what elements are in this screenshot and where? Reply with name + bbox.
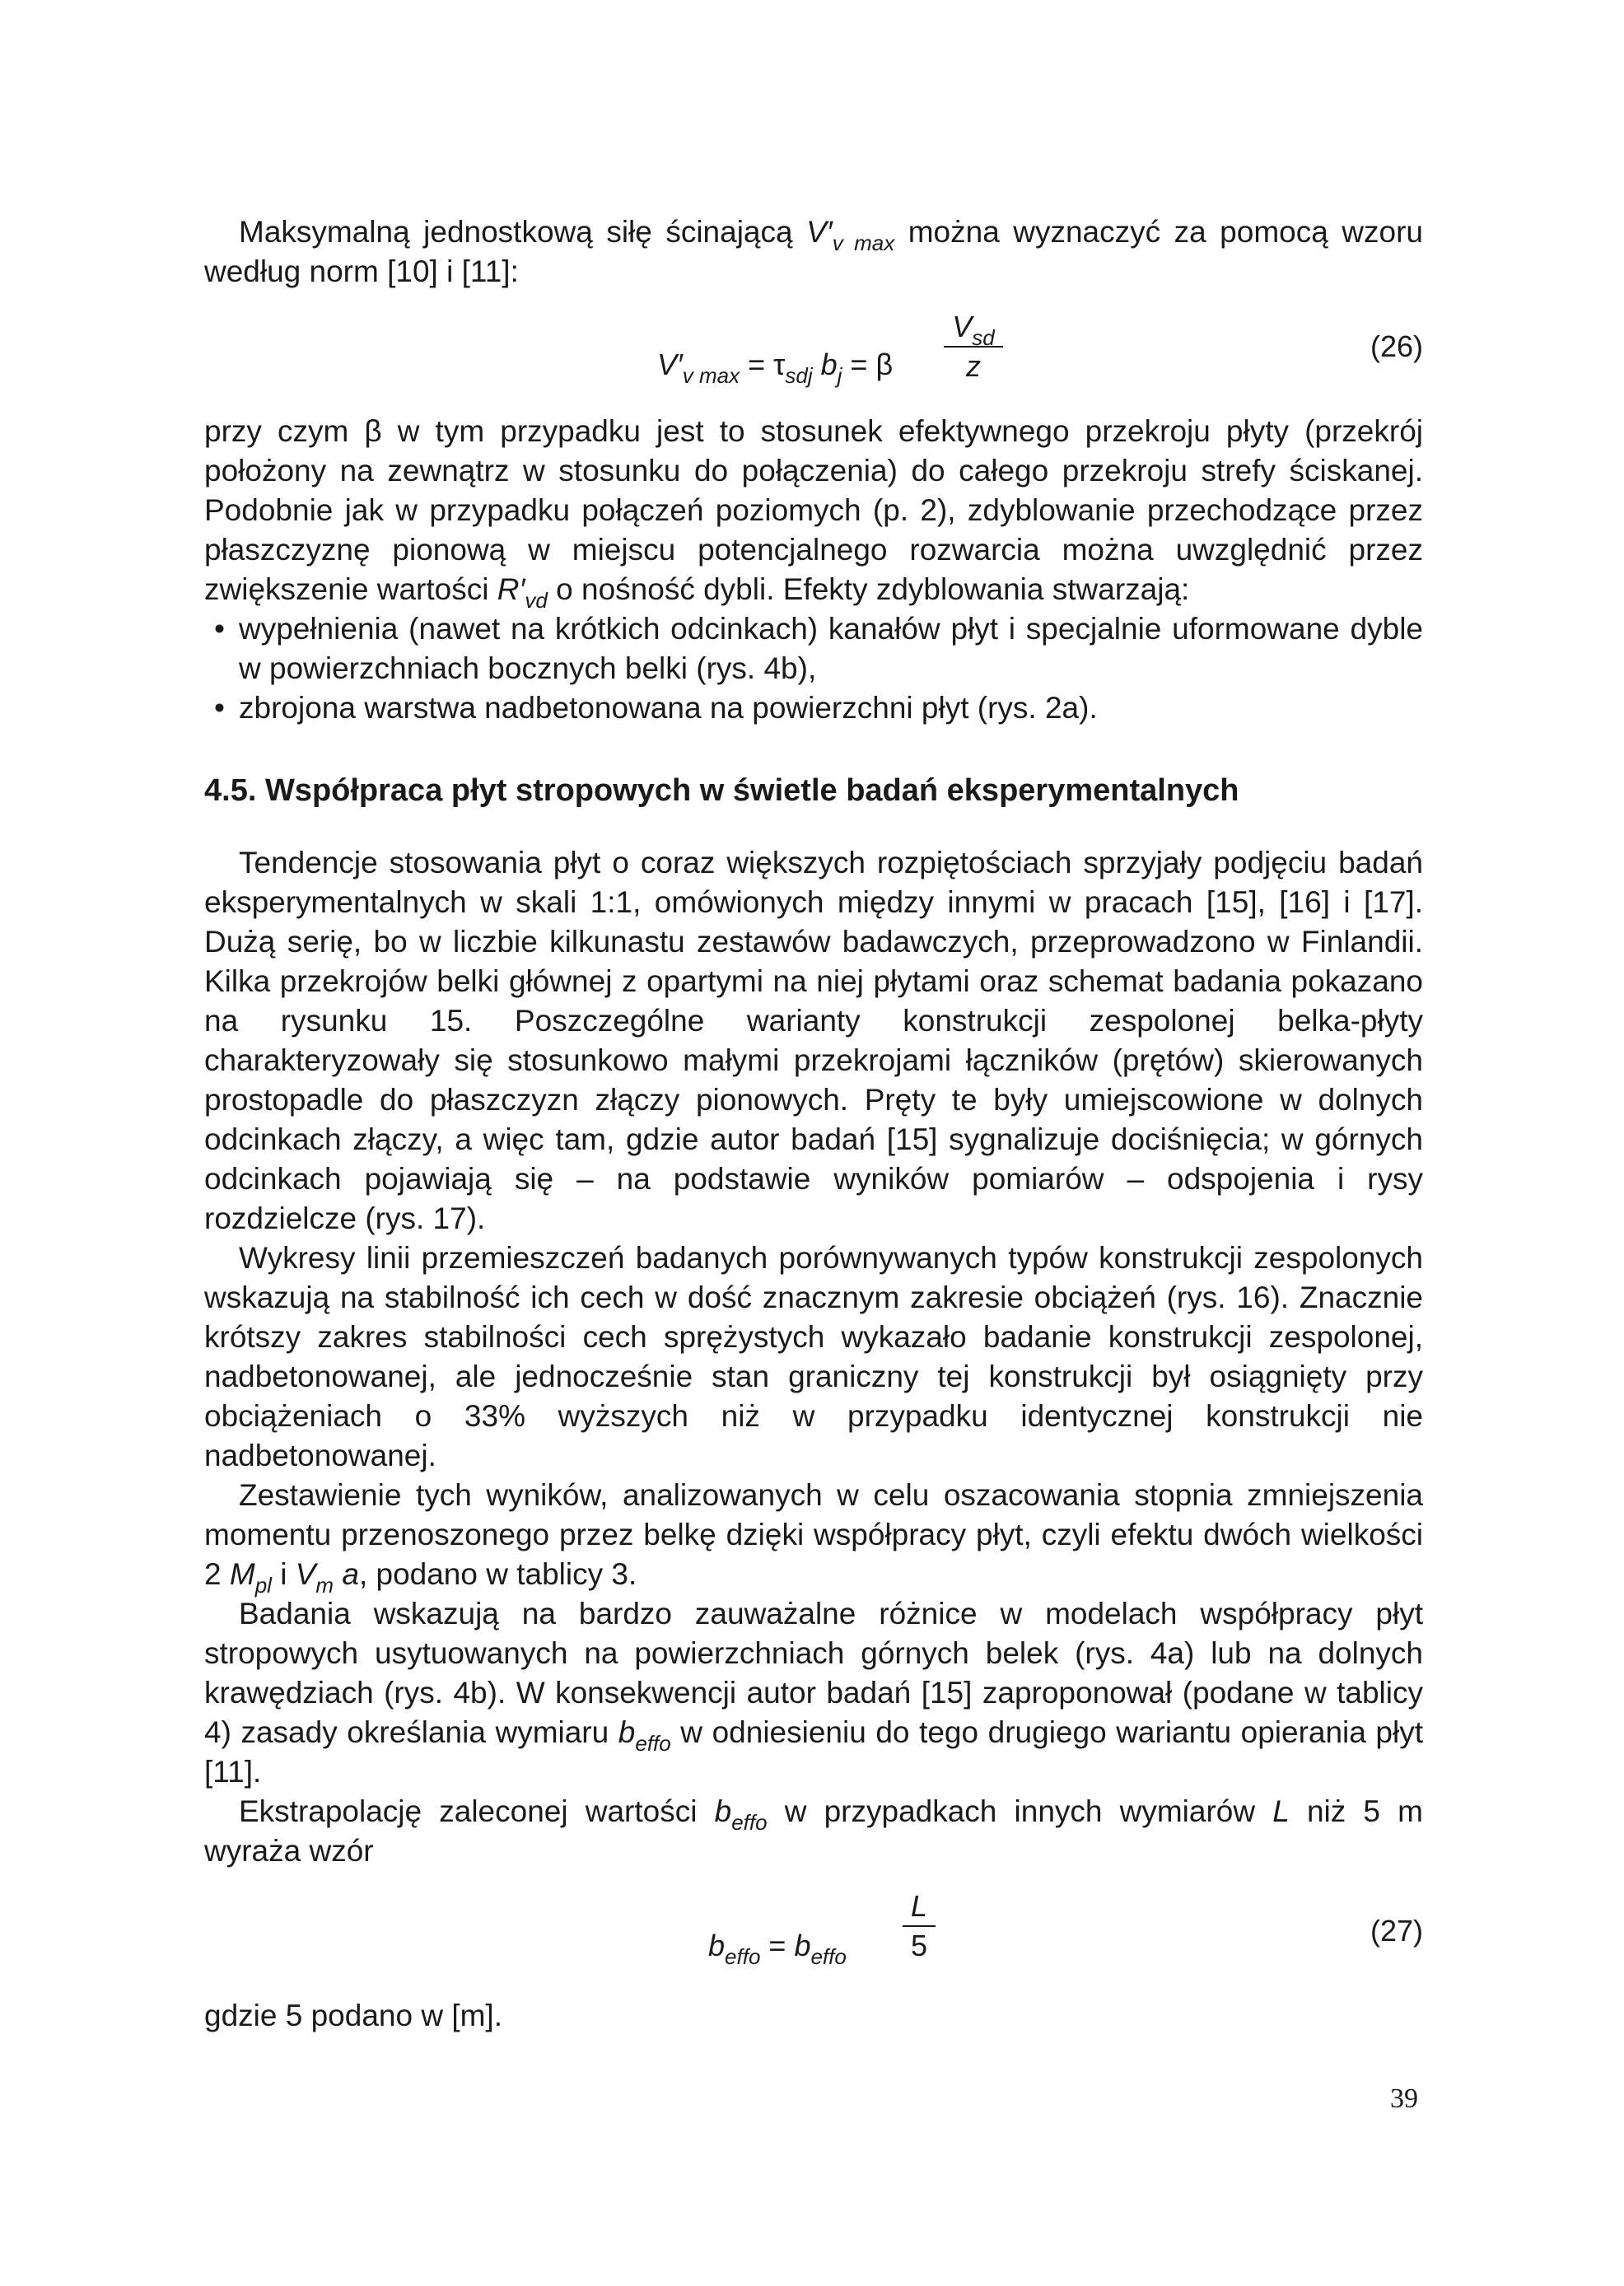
subscript: v max [832,231,895,255]
variable: b [714,1794,732,1828]
eq-fraction [944,310,1003,384]
text: Badania wskazują na bardzo zauważalne różnice w modelach współpracy płyt stropowych usytuowanych na powierzchniach górnych belek (rys. 4a) lub na dolnych krawędziach (rys. 4b). W konsekwencji autor badań [15] zaproponował (podane w tablicy 4) zasady określania wymiaru [204,1597,1423,1749]
eq-numerator: L [910,1889,928,1923]
equation-27 [204,1889,1423,1980]
paragraph-1 [204,212,1423,292]
equation-number: (27) [1370,1914,1423,1948]
variable: b [618,1715,636,1749]
subscript: effo [635,1731,671,1756]
paragraph-4: Wykresy linii przemieszczeń badanych porównywanych typów konstrukcji zespolonych wskazują na stabilność ich cech w dość znacznym zakresie obciążeń (rys. 16). Znacznie krótszy zakres stabilności cech sprężystych wykazało badanie konstrukcji zespolonej, nadbetonowanej, ale jednocześnie stan graniczny tej konstrukcji był osiągnięty przy obciążeniach o 33% wyższych niż w przypadku identycznej konstrukcji nie nadbetonowanej. [204,1241,1423,1472]
paragraph-5 [204,1476,1423,1598]
eq-subscript: v max [682,363,740,388]
text: niż 5 m wyraża wzór [204,1794,1423,1868]
eq-subscript: j [837,363,842,388]
list-item: • wypełnienia (nawet na krótkich odcinkach) kanałów płyt i specjalnie uformowane dyble w powierzchniach bocznych belki (rys. 4b), [204,609,1423,688]
variable: L [1272,1794,1290,1828]
eq-symbol: = [760,1929,795,1962]
text: w przypadkach innych wymiarów [767,1794,1273,1828]
variable: M [229,1557,255,1591]
variable: a [334,1557,359,1591]
eq-symbol: = β [842,348,894,381]
text: , podano w tablicy 3. [358,1557,637,1591]
text: Maksymalną jednostkową siłę ścinającą [239,215,807,249]
paragraph-7 [204,1792,1423,1871]
eq-subscript: sd [972,325,995,350]
eq-variable: b [708,1929,726,1962]
eq-denominator: 5 [910,1929,928,1962]
equation-number: (26) [1370,329,1423,363]
subscript: effo [731,1810,768,1835]
eq-subscript: sdj [785,363,813,388]
subscript: vd [525,588,548,613]
eq-subscript: effo [810,1944,847,1969]
text: Ekstrapolację zaleconej wartości [239,1794,715,1828]
text: przy czym β w tym przypadku jest to stosunek efektywnego przekroju płyty (przekrój położony na zewnątrz w stosunku do połączenia) do całego przekroju strefy ściskanej. Podobnie jak w przypadku połączeń poziomych (p. 2), zdyblowanie przechodzące przez płaszczyznę pionową w miejscu potencjalnego rozwarcia można uwzględnić przez zwiększenie wartości [204,414,1423,606]
text: w odniesieniu do tego drugiego wariantu opierania płyt [11]. [204,1715,1424,1789]
subscript: pl [254,1573,272,1598]
text: Zestawienie tych wyników, analizowanych w celu oszacowania stopnia zmniejszenia momentu przenoszonego przez belkę dzięki współpracy płyt, czyli efektu dwóch wielkości 2 [204,1478,1423,1591]
variable: V [295,1557,316,1591]
eq-variable: V′ [657,348,683,381]
bullet-list [204,609,1423,728]
text: można wyznaczyć za pomocą wzoru według norm [10] i [11]: [204,215,1423,288]
paragraph-6 [204,1594,1423,1792]
equation-26 [204,310,1423,395]
eq-symbol: = τ [740,348,786,381]
eq-subscript: effo [725,1944,761,1969]
paragraph-8: gdzie 5 podano w [m]. [204,1999,502,2032]
eq-denominator: z [966,349,981,383]
variable: R′ [497,572,525,606]
subscript: m [315,1573,334,1598]
list-item: • zbrojona warstwa nadbetonowana na powierzchni płyt (rys. 2a). [204,688,1423,728]
page-body [204,212,1423,2036]
page-number: 39 [1390,2083,1418,2114]
eq-numerator: V [952,310,973,343]
paragraph-3: Tendencje stosowania płyt o coraz większych rozpiętościach sprzyjały podjęciu badań eksperymentalnych w skali 1:1, omówionych między innymi w pracach [15], [16] i [17]. Dużą serię, bo w liczbie kilkunastu zestawów badawczych, przeprowadzono w Finlandii. Kilka przekrojów belki głównej z opartymi na niej płytami oraz schemat badania pokazano na rysunku 15. Poszczególne warianty konstrukcji zespolonej belka-płyty charakteryzowały się stosunkowo małymi przekrojami łączników (prętów) skierowanych prostopadle do płaszczyzn złączy pionowych. Pręty te były umiejscowione w dolnych odcinkach złączy, a więc tam, gdzie autor badań [15] sygnalizuje dociśnięcia; w górnych odcinkach pojawiają się – na podstawie wyników pomiarów – odspojenia i rysy rozdzielcze (rys. 17). [204,846,1423,1235]
eq-variable: b [794,1929,811,1962]
text: i [271,1557,296,1591]
paragraph-2 [204,412,1423,613]
variable: V′ [806,215,833,249]
text: o nośność dybli. Efekty zdyblowania stwarzają: [547,572,1190,606]
section-heading: 4.5. Współpraca płyt stropowych w świetle badań eksperymentalnych [204,773,1239,808]
eq-fraction [903,1889,936,1963]
eq-variable: b [812,348,838,381]
